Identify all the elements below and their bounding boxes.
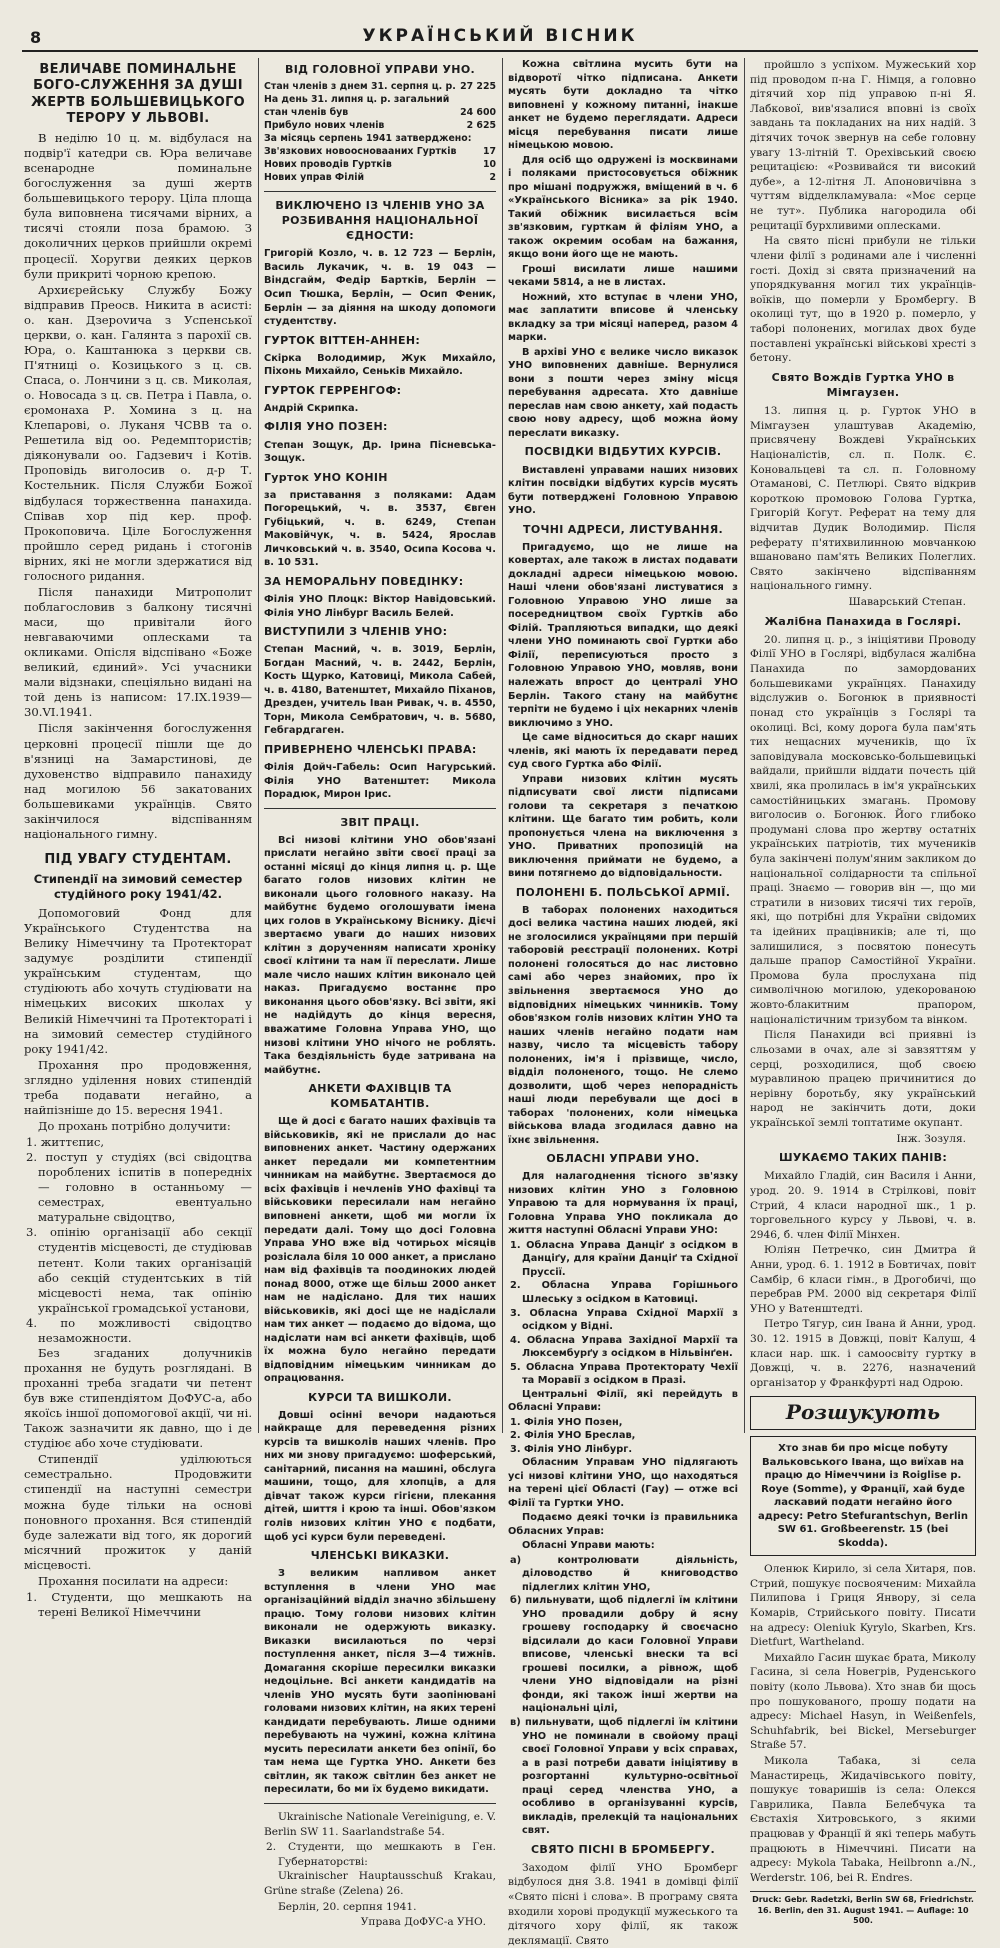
section-headline: ОБЛАСНІ УПРАВИ УНО. [546, 1152, 700, 1166]
notice-text: Довші осінні вечори надаються найкраще для переведення різних курсів та вишколів наших членів. Про них ми знову пригадуємо: шоферський, санітарний, писання на машині, обслуга машини, тощо, для хлопців, а для дівчат також курси гігієни, плекання дітей, шиття і крою та інші. Обов'язком голів низових клітин УНО є подбати, щоб усі курси були переведені. [264, 1409, 496, 1543]
paragraph: Михайло Гасин шукає брата, Миколу Гасина, зі села Новегрів, Руденського повіту (коло Львова). Хто знав би щось про пошукованого, прошу подати на адресу: Michael Hasyn, in Weißenfels, Schuhfabrik, bei Bickel, Merseburger Straße 57. [750, 1651, 976, 1752]
section-headline: ПОСВІДКИ ВІДБУТИХ КУРСІВ. [524, 445, 722, 459]
notice-text: В таборах полонених находиться досі велика частина наших людей, які не зголосилися українцями при першій таборовій реєстрації полонених. Котрі полонені голосяться до нас листовно самі або через знайомих, про їх звільнення звертаємося УНО до відповідних німецьких чинників. Тому обов'язком голів низових клітин УНО та наших членів негайно подати нам назву, число та місцевість табору полонених, ім'я і прізвище, число, відділ полоненого, тощо. Не слемо дозволити, щоб через непорадність наші люди перебували ще досі в таборах 'полонених, коли німецька військова влада згодилася давно на їхнє звільнення. [508, 904, 738, 1146]
paragraph: До прохань потрібно долучити: [38, 1118, 231, 1133]
paragraph: В неділю 10 ц. м. відбулася на подвір'ї катедри св. Юра величаве всенародне поминальне богослуження за душі жертв большевицького терору. Ціла площа була виповнена тисячами вірних, а тисячі стояли поза брамою. З доколичних церков прийшли окремі процесії. Хоругви деяких церков були прикриті чорною крепою. [24, 131, 252, 281]
section-headline: ЗА НЕМОРАЛЬНУ ПОВЕДІНКУ: [264, 574, 464, 588]
list-item: в) пильнувати, щоб підлеглі їм клітини УНО не поминали в свойому праці своєї Головної Управи у всіх справах, а в разі потреби давати ініціятиву в розгортанні культурно-освітньої праці серед членства УНО, а особливо в організуванні курсів, викладів, прелекцій та національних свят. [510, 1716, 738, 1837]
paragraph: Микола Табака, зі села Манастирець, Жидачівського повіту, пошукує товаришів із села: Олекся Гаврилика, Павла Белебчука та Євстахія Хитровського, з якими працював у Франції й які теперь мабуть працюють в Німеччині. Писати на адресу: Mykola Tabaka, Heilbronn a./N., Werderstr. 106, bei R. Endres. [750, 1755, 976, 1884]
section-headline: Гурток УНО КОНІН [264, 470, 388, 484]
section-headline: ФІЛІЯ УНО ПОЗЕН: [264, 420, 388, 434]
list-item: 3. опінію організації або секції студентів місцевості, де студіював петент. Коли таких організацій або секцій студентських в тій місцевості нема, так опінію української громадської установи, [26, 1225, 252, 1315]
notice-text: В архіві УНО є велике число виказок УНО виповнених давніше. Вернулися вони з пошти через зміну місця перебування адресата. Хто давніше переслав нам свою анкету, хай подасть свою нову адресу, щоб можна йому переслати виказку. [508, 346, 738, 439]
list-item: а) контролювати діяльність, діловодство й книговодство підлеглих клітин УНО, [510, 1554, 738, 1593]
section-headline: ВИКЛЮЧЕНО ІЗ ЧЛЕНІВ УНО ЗА РОЗБИВАННЯ НАЦІОНАЛЬНОЇ ЄДНОСТИ: [275, 198, 485, 243]
notice-text: Центральні Філії, які перейдуть в Обласні Управи: [508, 1388, 738, 1414]
list-item: 4. по можливості свідоцтво незаможности. [26, 1315, 252, 1345]
section-headline: АНКЕТИ ФАХІВЦІВ ТА КОМБАТАНТІВ. [308, 1082, 452, 1111]
section-headline: ПРИВЕРНЕНО ЧЛЕНСЬКІ ПРАВА: [264, 742, 477, 756]
paragraph: Допомоговий Фонд для Українського Студентства на Велику Німеччину та Протекторат задумує розділити стипендії українським студентам, що студіюють або хочуть студіювати на німецьких високих школах у Великій Німеччині та Протектораті і на зимовий семестер студійного року 1941/42. [24, 906, 253, 1056]
column-divider [258, 58, 259, 1433]
paragraph: Архиєрейську Службу Божу відправив Преосв. Никита в асисті: о. кан. Дзерovича з Успенської церкви, о. кан. Галянта з парохії св. Юра, о. Каштанюка з церкви св. П'ятниці о. Козицького з ц. св. Спаса, о. Лончини з ц. св. Миколая, о. Новосада з ц. св. Петра і Павла, о. єромонаха Р. Хомина з ц. на Клепарові, о. Луканя ЧСВВ та о. Решетила від оо. Редемптористів; діяконували оо. Гадзевич і Котів. Проповідь виголосив о. д-р Т. Костельник. Після Служби Божої відбулася торжественна панахида. Співав хор під кер. проф. Прокоповича. Ціле Богослуження пройшло серед ридань і стогонів вірних, які не могли здержатися від голосного ридання. [24, 282, 252, 583]
list-item: 1. Студенти, що мешкають на терені Великої Німеччини [26, 1589, 252, 1619]
paragraph: пройшло з успіхом. Мужеський хор під проводом п-на Г. Німця, а головно дітячий хор під управою п-ні Я. Лабкової, вив'язалися вповні із своїх завдань та покладаних на них надій. З дітячих точок звернув на себе головну увагу 13-літній Т. Орехівський своєю рецитацією: «Розвивайся ти високий дубе», а 12-літня Л. Апоновичівна з чуттям відделкламувала: «Моє серце не тут». Публика нагородила обі рецитації бурхливими оплесками. [750, 59, 976, 232]
notice-text: Андрій Скрипка. [264, 402, 359, 414]
address-text: Ukrainische Nationale Vereinigung, e. V. Berlin SW 11. Saarlandstraße 54. [264, 1810, 496, 1838]
section-headline: ШУКАЄМО ТАКИХ ПАНІВ: [778, 1151, 948, 1165]
page-number: 8 [30, 28, 42, 47]
column-divider [744, 58, 745, 1433]
section-headline: ПОЛОНЕНІ Б. ПОЛЬСЬКОЇ АРМІЇ. [515, 885, 731, 899]
paragraph: Після закінчення богослуження церковні процесії пішли ще до в'язниці на Замарстинові, де духовенство відправило панахиду над могилою 56 закатованих большевиками українців. Свято закінчилося відспіванням національного гимну. [24, 721, 252, 841]
notice-text: Філія Дойч-Габель: Осип Нагурський. Філія УНО Ватенштет: Микола Порадюк, Мирон Ірис. [264, 762, 496, 801]
paragraph: На свято пісні прибули не тільки члени філії з родинами але і численні гості. Дохід зі свята призначений на упорядкування могил тих українців-воїків, що померли у Бромбергу. В околиці тут, що в 1920 р. померло, у таборі полонених, могилах двох буде поставлені українські військові хресті з бетону. [750, 235, 976, 365]
list-item: 1. Обласна Управа Данціґ з осідком в Данціґу, для країни Данціґ та Східної Пруссії. [510, 1239, 738, 1278]
article-headline: ВЕЛИЧАВЕ ПОМИНАЛЬНЕ БОГО-СЛУЖЕННЯ ЗА ДУШІ ЖЕРТВ БОЛЬШЕВИЦЬКОГО ТЕРОРУ У ЛЬВОВІ. [31, 62, 245, 126]
column-3 [508, 58, 738, 1947]
notice-text: Управи низових клітин мусять підписувати свої листи підписами голови та секретаря з печаткою клітини. Ще багато тим робить, коли пропонується члена на виключення з УНО. Приватних пропозицій на виключення приймати не будемо, а вини потягнемо до відповідальности. [508, 773, 738, 880]
divider [264, 808, 496, 809]
notice-text: З великим напливом анкет вступлення в члени УНО має організаційний відділ значно збільшену працю. Тому голови низових клітин виконали не одержують виказку. Виказки висилаються по черзі поступлення анкет, після 3—4 тижнів. Домагання скоріше пересилки виказки недоцільне. Всі анкети кандидатів на членів УНО мусять бути заопінювані головами низових клітин, на яких терені кандидати перебувають. Лише одними перебувають на чужині, кожна клітина мусить пересилати анкети без опінії, бо там нема ще Гуртка УНО. Анкети без світлин, як також світлин без анкет не пересилати, бо ми їх будемо викидати. [264, 1568, 496, 1796]
signature: Шаварський Степан. [848, 596, 966, 609]
newspaper-title: УКРАЇНСЬКИЙ ВІСНИК [362, 26, 638, 46]
notice-text: Ще й досі є багато наших фахівців та військовиків, які не прислали до нас виповнених анкет. Частину одержаних анкет передали ми компетентним чинникам на майбутнє. Звертаємося до всіх фахівців і нечленів УНО фахівці та військовики пересилали нам негайно виповнені анкети, щоб ми могли їх передати далі. Тому що досі Головна Управа УНО вже від чотирьох місяців розіслала біля 10 000 анкет, а прислано нам від фахівців та поодиноких людей понад 8000, отже ще більш 2000 анкет нам не надіслано. Для тих наших військовиків, які досі ще не надіслали нам тих анкет — подаємо до відома, що надіслати нам всі анкети фахівців, щоб їх можна було негайно передати відповідним німецьким чинникам до опрацювання. [264, 1116, 496, 1385]
signature: Управа ДоФУС-а УНО. [360, 1916, 486, 1929]
notice-text: Скірка Володимир, Жук Михайло, Піхонь Михайло, Сеньків Михайло. [264, 352, 496, 378]
stat-row: Нових проводів Гуртків 10 [264, 158, 496, 170]
notice-text: Для осіб що одружені із москвинами і поляками пристосовується обіжник про мішані подружжя, вміщений в ч. 6 «Українського Вісника» за рік 1940. Такий обіжник висилається всім зв'язковим, гурткам й філіям УНО, а також окремим особам на бажання, якщо вони його ще не мають. [508, 154, 738, 261]
column-1 [24, 58, 253, 1619]
section-headline: ГУРТОК ВІТТЕН-АННЕН: [264, 333, 421, 347]
stat-row: Прибуло нових членів 2 625 [264, 120, 496, 132]
paragraph: Після Панахиди всі приявні із сльозами в очах, але зі завзяттям у серці, розходилися, щоб своєю муравлиною працею причинитися до нерівну боротьбу, яку український народ не закінчить доти, доки української землі топтатиме окупант. [750, 1029, 976, 1129]
wanted-notice-box: Хто знав би про місце побуту Вальковського Івана, що виїхав на працю до Німеччини із Roiglise p. Roye (Somme), у Франції, хай буде ласкавий подати негайно його адресу: Petro Stefurantschyn, Berlin SW 61. Großbeerenstr. 15 (bei Skodda). [750, 1436, 976, 1556]
section-headline: ВІД ГОЛОВНОЇ УПРАВИ УНО. [285, 63, 475, 76]
list-item: 1. Філія УНО Позен, [510, 1416, 623, 1428]
notice-text: Обласним Управам УНО підлягають усі низові клітини УНО, що находяться на терені цієї Області (Гау) — отже всі Філії та Гуртки УНО. [508, 1457, 738, 1509]
list-item: 2. Обласна Управа Горішнього Шлеську з осідком в Катовиці. [510, 1280, 738, 1305]
signature: Інж. Зозуля. [896, 1132, 966, 1145]
column-divider [502, 58, 503, 1433]
section-headline: ЧЛЕНСЬКІ ВИКАЗКИ. [310, 1549, 450, 1563]
paragraph: 13. липня ц. р. Гурток УНО в Мімгаузен улаштував Академію, присвячену Вождеві Українських Націоналістів, сл. п. Полк. Є. Коновальцеві та сл. п. Головному Отаманові, С. Петлюрі. Свято відкрив короткою промовою Голова Гуртка, Григорій Когут. Реферат на тему для відчитав Дудик Володимир. Після реферату п'ятихвилинною мовчанкою вшановано пам'ять Великих Полеглих. Свято закінчено відспіванням національного гимну. [750, 405, 976, 593]
section-headline: ГУРТОК ГЕРРЕНГОФ: [264, 383, 402, 397]
paragraph: Юліян Петречко, син Дмитра й Анни, урод. 6. 1. 1912 в Бовтичах, повіт Самбір, 6 класи гімн., в Дрогобичі, що перебрав РМ. 2000 від секретаря Філії УНО у Ватенштедті. [750, 1244, 976, 1315]
list-item: 2. Філія УНО Бреслав, [510, 1430, 636, 1442]
column-4 [750, 58, 976, 1926]
paragraph: Михайло Гладій, син Василя і Анни, урод. 20. 9. 1914 в Стрілкові, повіт Стрий, 4 класи народної шк., 1 р. торговельного курсу у Львові, ч. в. 2946, б. член Філії Мінхен. [750, 1170, 976, 1241]
paragraph: Стипендії уділюються семестрально. Продовжити стипендії на наступні семестри можна буде тільки на основі поновного прохання. Вся стипендій буде залежати від того, як дорогий місячний прожиток у даній місцевості. [24, 1452, 252, 1572]
address-text: Ukrainischer Hauptausschuß Krakau, Grüne straße (Zelena) 26. [264, 1870, 496, 1898]
article-headline: ПІД УВАГУ СТУДЕНТАМ. [44, 851, 232, 867]
column-2 [264, 58, 496, 1929]
notice-text: Кожна світлина мусить бути на відворотї чітко підписана. Анкети мусять бути докладно та чітко виповнені у кожному питанні, інакше анкет не будемо переглядати. Адреси місця перебування писати лише німецькою мовою. [508, 59, 738, 152]
paragraph: Петро Тягур, син Івана й Анни, урод. 30. 12. 1915 в Довжці, повіт Калуш, 4 класи нар. шк. і самоосвіту гуртку в Довжці, ч. в. 2276, назначений організатор у Франкфурті над Одрою. [750, 1318, 976, 1389]
divider [264, 1803, 496, 1804]
list-item: 2. поступ у студіях (всі свідоцтва пороблених іспитів в попередніх — головно в останньому — семестрах, евентуально матуральне свідоцтво, [26, 1150, 252, 1225]
section-headline: ТОЧНІ АДРЕСИ, ЛИСТУВАННЯ. [523, 522, 723, 536]
printer-imprint: Druck: Gebr. Radetzki, Berlin SW 68, Friedrichstr. 16. Berlin, den 31. August 1941. — Auflage: 10 500. [750, 1891, 976, 1926]
list-item: 4. Обласна Управа Західної Мархії та Люксембурґу з осідком в Нільвінґен. [510, 1334, 738, 1360]
list-item: 3. Філія УНО Лінбург. [510, 1443, 633, 1455]
dateline: Берлін, 20. серпня 1941. [278, 1900, 417, 1913]
notice-text: Пригадуємо, що не лише на ковертах, але також в листах подавати докладні адреси німецькою мовою. Наші члени обов'язані листуватися з Головною Управою УНО лише за посередництвом своїх Гуртків або Філій. Трапляються випадки, що деякі члени УНО поминають свої Гуртки або Філії, переписуються просто з Головною Управою УНО, мовляв, вони належать впрост до централі УНО Берлін. Такого стану на майбутнє терпіти не будемо і ціх некарних членів виключимо з УНО. [508, 541, 738, 729]
notice-text: Григорій Козло, ч. в. 12 723 — Берлін, Василь Лукачик, ч. в. 19 043 — Віндсгайм, Федір Бартків, Берлін — Осип Тюшка, Берлін, — Осип Феник, Берлін — за діяння на шкоду допомоги студентству. [264, 248, 496, 328]
notice-text: Це саме відноситься до скарг наших членів, які мають їх передавати перед суд свого Гуртка або Філії. [508, 732, 738, 771]
paragraph: Оленюк Кирило, зі села Хитаря, пов. Стрий, пошукує посвояченим: Михайла Пилипова і Гриця Янвору, зі села Комарів, Стрийського повіту. Писати на адресу: Oleniuk Kyrylo, Skarben, Krs. Dietfurt, Wartheland. [750, 1563, 976, 1649]
notice-text: Всі низові клітини УНО обов'язані прислати негайно звіти своєї праці за останні місяці до кінця липня ц. р. Ще багато голов низових клітин не виконали цього головного наказу. На майбутнє будемо оголошувати імена цих голов в Українському Віснику. Дієчі звертаємо уваги до наших низових клітин з дорученням написати хроніку своєї клітини та нам її переслати. Лише мале число наших клітин виконало цей наказ. Пригадуємо востаннє про виконання цього обов'язку. Всі звіти, які не надійдуть до кінця вересня, вважатиме Головна Управа УНО, що низові клітини УНО нічого не роблять. Така бездіяльність буде затривана на майбутнє. [264, 834, 496, 1076]
stat-row: Зв'язкових новоосновааних Гуртків 17 [264, 146, 496, 158]
stat-row: стан членів був 24 600 [264, 107, 496, 119]
notice-text: Обласні Управи мають: [522, 1540, 655, 1552]
stat-row: Нових управ Філій 2 [264, 171, 496, 183]
paragraph: Прохання про продовження, зглядно уділення нових стипендій треба подавати негайно, а найпізніше до 15. вересня 1941. [24, 1057, 252, 1117]
notice-text: Подаємо деякі точки із правильника Обласних Управ: [508, 1512, 738, 1537]
paragraph: Прохання посилати на адреси: [38, 1573, 229, 1588]
notice-text: Степан Масний, ч. в. 3019, Берлін, Богдан Масний, ч. в. 2442, Берлін, Кость Щурко, Катовиці, Микола Сабей, ч. в. 4180, Ватенштет, Михайло Піханов, Дрезден, учитель Іван Ривак, ч. в. 4550, Торн, Микола Сембратович, ч. в. 5680, Гебгардгаген. [264, 644, 496, 737]
list-item: 2. Студенти, що мешкають в Ген. Губернаторстві: [266, 1841, 496, 1868]
section-headline: СВЯТО ПІСНІ В БРОМБЕРГУ. [531, 1842, 715, 1856]
notice-text: Філія УНО Плоцк: Віктор Навідовський. Філія УНО Лінбург Василь Белей. [264, 594, 496, 619]
section-headline: ВИСТУПИЛИ З ЧЛЕНІВ УНО: [264, 625, 448, 639]
notice-text: Ножний, хто вступає в члени УНО, має заплатити вписове й членську вкладку за три місяці наперед, разом 4 марки. [508, 291, 738, 344]
paragraph: Заходом філії УНО Бромберг відбулося дня 3.8. 1941 в домівці філії «Свято пісні і слова». В програму свята входили хорові продукції мужеського та дітячого хору філії, як також деклямації. Свято [508, 1861, 738, 1947]
notice-text: за приставання з поляками: Адам Погорецький, ч. в. 3537, Євген Губіцький, ч. в. 6249, Степан Маковійчук, ч. в. 5424, Ярослав Личковський ч. в. 3540, Осипа Косова ч. в. 10 531. [264, 489, 496, 569]
paragraph: 20. липня ц. р., з ініціятиви Проводу Філії УНО в Гослярі, відбулася жалібна Панахида по замордованих большевиками українцях. Панахиду відслужив о. Богонюк в приявності понад сто українців з Гослярі та околиці. Всі, кому дорога була пам'ять тих нещасних мучеників, що їх заповідувала московсько-большевицькі вайдали, прийшли віддати почесть цій хвилі, яка пролилась в ім'я українських самостійницьких змагань. Промову виголосив о. Богонюк. Його глибоко продумані слова про жертву остатніх українських патріотів, тих мучеників була закінчені полум'яним закликом до національної солідарности та спільної праці. Знаємо — говорив він —, що ми стратили в низових тисячі тих героїв, які, що потрібні для України свідомих та ідейних працівників; але ті, що залишилися, з посвятою понесуть дальше прапор Самостійної України. Промова була прослухана під символічною могилою, удекорованою жовто-блакитним прапором, націоналістичним тризубом та вінком. [750, 633, 976, 1026]
section-headline: ЗВІТ ПРАЦІ. [340, 815, 420, 829]
section-headline: Жалібна Панахида в Гослярі. [764, 614, 962, 628]
notice-text: Степан Зощук, Др. Ірина Пісневська-Зощук. [264, 439, 496, 465]
section-headline: Свято Вождів Гуртка УНО в Мімгаузен. [771, 370, 955, 399]
wanted-heading: Розшукують [750, 1396, 976, 1430]
list-item: 3. Обласна Управа Східної Мархії з осідком у Відні. [510, 1307, 738, 1333]
list-item: 5. Обласна Управа Протекторату Чехії та Моравії з осідком в Празі. [510, 1361, 738, 1387]
notice-text: Для налагоднення тісного зв'язку низових клітин УНО з Головною Управою та для нормування їх праці, Головна Управа УНО покликала до життя наступні Обласні Управи УНО: [508, 1171, 738, 1237]
stat-row: За місяць серпень 1941 затверджено: [264, 133, 472, 145]
stat-row: Стан членів з днем 31. серпня ц. р. 27 225 [264, 81, 496, 93]
stat-row: На день 31. липня ц. р. загальний [264, 94, 450, 106]
list-item: б) пильнувати, щоб підлеглі їм клітини УНО провадили добру й ясну грошеву господарку й своєчасно відсилали до каси Головної Управи вписове, членські внески та всі грошеві посилки, а рівнож, щоб члени УНО відповідали на різні фонди, які також інші жертви на національні цілі, [510, 1595, 738, 1715]
section-headline: КУРСИ ТА ВИШКОЛИ. [308, 1390, 452, 1404]
notice-text: Виставлені управами наших низових клітин посвідки відбутих курсів мусять бути потверджені Головною Управою УНО. [508, 464, 738, 517]
paragraph: Після панахиди Митрополит поблагословив з балкону тисячні маси, що привітали його невгаваючими оплесками та окликами. Опісля відспівано «Боже великий, єдиний». Усі учасники мали відзнаки, спеціяльно видані на той день із написом: 17.IX.1939—30.VI.1941. [24, 584, 252, 720]
article-subheadline: Стипендії на зимовий семестер студійного року 1941/42. [33, 872, 243, 902]
masthead [22, 22, 978, 52]
paragraph: Без згаданих долучників прохання не будуть розглядані. В проханні треба згадати чи петент був вже стипендіятом ДоФУС-а, або якоїсь іншої допомогової акції, чи ні. Також зазначити як давно, що і де студіює або хоче студіювати. [24, 1345, 252, 1451]
notice-text: Гроші висилати лише нашими чеками 5814, а не в листах. [508, 263, 738, 289]
list-item: 1. життєпис, [26, 1135, 105, 1149]
divider [264, 191, 496, 192]
